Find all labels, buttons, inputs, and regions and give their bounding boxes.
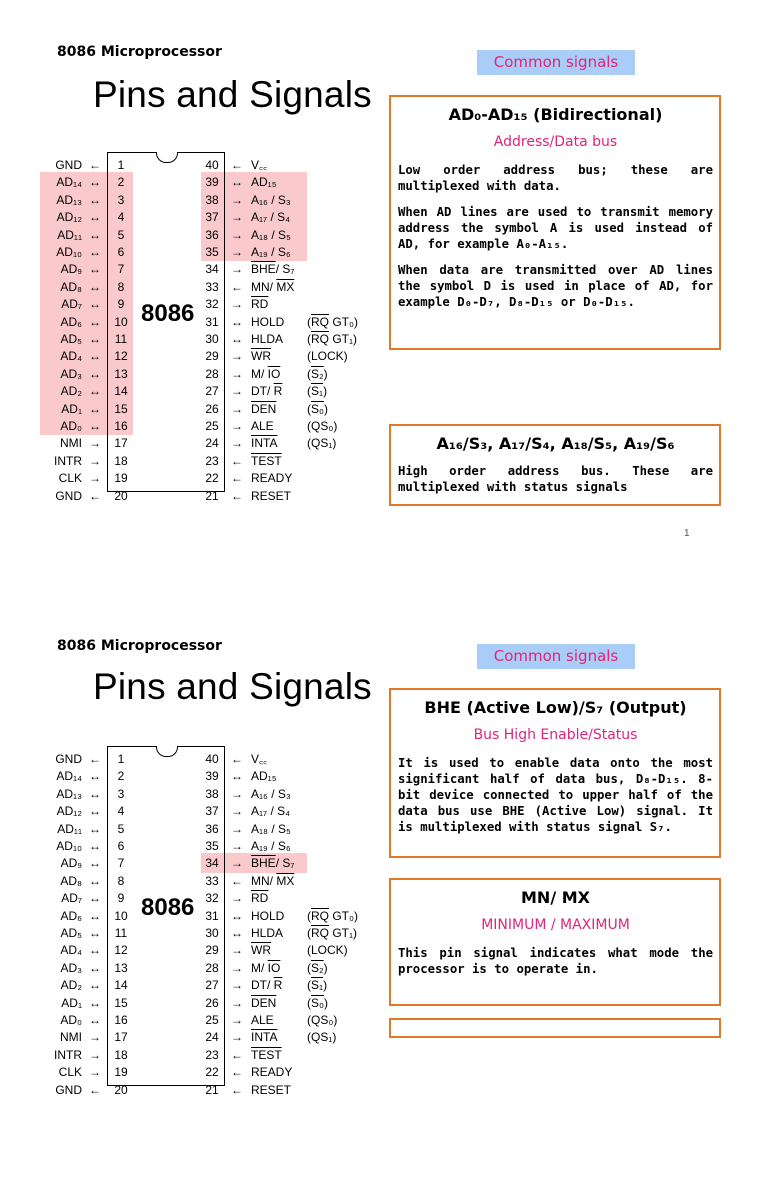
- pin-number: 31: [205, 908, 219, 923]
- pin-arrow: ↔: [89, 227, 101, 242]
- pin-number: 35: [205, 245, 219, 259]
- pin-number: 33: [205, 873, 219, 888]
- pin-label-right: A₁₉ / S₆: [251, 245, 291, 259]
- pin-number: 9: [117, 297, 125, 312]
- pin-number: 3: [117, 786, 125, 801]
- pin-label-right: M/ $\overline{IO}$: [251, 960, 281, 975]
- pin-arrow: ↔: [89, 856, 101, 871]
- pin-arrow: ←: [89, 488, 101, 503]
- box-title: BHE (Active Low)/S₇ (Output): [424, 698, 687, 717]
- pin-arrow: ↔: [89, 821, 101, 836]
- pin-number: 15: [114, 995, 128, 1010]
- pin-label-left: AD₄: [60, 943, 82, 958]
- pin-label-left: AD₃: [60, 960, 82, 975]
- pin-label-left: AD₇: [61, 297, 82, 312]
- pin-number: 37: [205, 210, 219, 225]
- pin-arrow: →: [231, 419, 243, 433]
- pin-arrow: →: [231, 856, 243, 871]
- pin-arrow: →: [231, 262, 243, 277]
- pin-number: 27: [205, 384, 219, 399]
- pin-label-right: $\overline{WR}$: [251, 349, 271, 364]
- pin-arrow: →: [231, 995, 243, 1010]
- pin-number: 11: [114, 926, 128, 940]
- pin-label-left: GND: [55, 488, 82, 503]
- box-subtitle: Address/Data bus: [493, 134, 618, 150]
- box-subtitle: MINIMUM / MAXIMUM: [481, 917, 630, 933]
- pin-label-left: GND: [55, 158, 82, 172]
- pin-arrow: →: [231, 210, 243, 225]
- pin-number: 22: [205, 1065, 219, 1080]
- pin-number: 31: [205, 314, 219, 329]
- pin-arrow: →: [231, 436, 243, 451]
- pin-label-left: INTR: [54, 1047, 82, 1062]
- box-paragraph: Low order address bus; these are multiplexed with data.: [398, 163, 713, 193]
- pin-number: 1: [117, 752, 125, 766]
- pin-number: 12: [114, 349, 128, 364]
- pin-arrow: ↔: [231, 908, 243, 923]
- pin-arrow: ←: [89, 1082, 101, 1097]
- pin-label-right: A₁₇ / S₄: [251, 804, 291, 819]
- slide-subtitle: 8086 Microprocessor: [57, 44, 222, 60]
- next-info-box: [389, 1018, 721, 1038]
- chip-name: 8086: [141, 894, 195, 921]
- pin-label-left: AD₁₁: [57, 821, 82, 836]
- pin-number: 9: [117, 891, 125, 906]
- pin-number: 28: [205, 366, 219, 381]
- pin-label-right: DT/ $\overline{R}$: [251, 384, 283, 399]
- pin-number: 6: [117, 245, 125, 259]
- pin-label-right: RESET: [251, 1082, 292, 1097]
- pin-label-left: AD₅: [60, 332, 82, 346]
- pin-label-right: HLDA: [251, 332, 284, 346]
- pin-arrow: ↔: [89, 349, 101, 364]
- pin-number: 25: [205, 1013, 219, 1027]
- pin-arrow: ↔: [89, 192, 101, 207]
- pin-label-right: HLDA: [251, 926, 284, 940]
- pin-arrow: →: [231, 821, 243, 836]
- box-paragraph: This pin signal indicates what mode the processor is to operate in.: [398, 946, 713, 976]
- pin-arrow: →: [231, 297, 243, 312]
- pin-arrow: ←: [89, 158, 101, 172]
- pin-label-left: AD₉: [60, 262, 82, 277]
- pin-label-left: AD₈: [60, 873, 82, 888]
- pin-label-left: NMI: [60, 1030, 82, 1045]
- pin-label-left: AD₁₃: [56, 786, 82, 801]
- pin-number: 24: [205, 1030, 219, 1045]
- pin-number: 18: [114, 1047, 128, 1062]
- pin-number: 34: [205, 856, 219, 871]
- pin-label-right: $\overline{DEN}$: [251, 995, 277, 1010]
- pin-label-left: AD₀: [60, 419, 82, 433]
- pin-label-left: AD₂: [60, 978, 82, 993]
- pin-number: 24: [205, 436, 219, 451]
- pin-number: 13: [114, 366, 128, 381]
- pin-number: 30: [205, 332, 219, 346]
- pin-number: 2: [117, 175, 125, 190]
- pin-arrow: →: [231, 366, 243, 381]
- pin-number: 11: [114, 332, 128, 346]
- pin-number: 36: [205, 821, 219, 836]
- pin-number: 39: [205, 175, 219, 190]
- pin-label-right: AD₁₅: [251, 175, 277, 190]
- pin-label-left: CLK: [58, 471, 82, 486]
- pin-label-left: AD₁₃: [56, 192, 82, 207]
- pin-arrow: ←: [231, 1065, 243, 1080]
- pin-arrow: ↔: [231, 314, 243, 329]
- pin-number: 23: [205, 453, 219, 468]
- pin-arrow: →: [231, 891, 243, 906]
- pin-number: 3: [117, 192, 125, 207]
- pin-label-left: AD₀: [60, 1013, 82, 1027]
- pin-label-right: HOLD: [251, 908, 285, 923]
- pin-number: 17: [114, 1030, 128, 1045]
- pin-number: 7: [117, 856, 125, 871]
- common-signals-badge: Common signals: [477, 644, 635, 669]
- pin-label-left: AD₂: [60, 384, 82, 399]
- pin-arrow: ↔: [89, 332, 101, 346]
- pin-number: 32: [205, 891, 219, 906]
- pin-label-left: AD₁: [61, 995, 82, 1010]
- pin-alt-function: (S₂): [307, 960, 328, 975]
- pin-alt-function: (S₀): [307, 401, 328, 416]
- pin-label-right: $\overline{BHE}/$ S₇: [251, 262, 295, 277]
- pin-alt-function: (LOCK): [307, 943, 348, 958]
- pin-arrow: ↔: [89, 419, 101, 433]
- pin-label-right: AD₁₅: [251, 769, 277, 784]
- pin-label-left: AD₇: [61, 891, 82, 906]
- pin-alt-function: (S₁): [307, 384, 328, 399]
- pin-label-left: AD₁₄: [56, 175, 82, 190]
- pin-alt-function: (QS₁): [307, 436, 337, 451]
- pin-number: 32: [205, 297, 219, 312]
- pin-number: 26: [205, 401, 219, 416]
- pin-label-right: TEST: [251, 453, 282, 468]
- pin-arrow: ←: [231, 471, 243, 486]
- pin-label-left: AD₆: [60, 314, 82, 329]
- pin-alt-function: (S₁): [307, 978, 328, 993]
- pin-label-right: MN/ $\overline{MX}$: [251, 279, 295, 294]
- ad-bus-info-box: [389, 95, 721, 350]
- chip-name: 8086: [141, 300, 195, 327]
- pin-arrow: →: [231, 978, 243, 993]
- pin-arrow: →: [89, 453, 101, 468]
- pin-label-right: RESET: [251, 488, 292, 503]
- pin-arrow: ↔: [89, 297, 101, 312]
- pin-number: 25: [205, 419, 219, 433]
- pin-alt-function: ($\overline{RQ}$ GT₁): [307, 926, 358, 940]
- pin-number: 5: [117, 821, 125, 836]
- pin-number: 40: [205, 752, 219, 766]
- pin-arrow: ↔: [89, 314, 101, 329]
- mn-mx-info-box: [389, 878, 721, 1006]
- pin-number: 40: [205, 158, 219, 172]
- pin-arrow: →: [231, 804, 243, 819]
- pin-arrow: →: [231, 1013, 243, 1027]
- pin-label-right: TEST: [251, 1047, 282, 1062]
- pin-arrow: ↔: [89, 1013, 101, 1027]
- pin-number: 8: [117, 279, 125, 294]
- pin-arrow: ↔: [89, 210, 101, 225]
- pin-label-right: A₁₈ / S₅: [251, 227, 291, 242]
- pin-label-right: M/ $\overline{IO}$: [251, 366, 281, 381]
- pin-arrow: ←: [231, 279, 243, 294]
- pin-label-right: READY: [251, 471, 293, 486]
- pin-number: 20: [114, 488, 128, 503]
- pin-number: 29: [205, 943, 219, 958]
- pin-arrow: ↔: [89, 839, 101, 853]
- pin-label-right: MN/ $\overline{MX}$: [251, 873, 295, 888]
- pin-label-right: V꜀꜀: [251, 158, 268, 172]
- pin-label-right: $\overline{DEN}$: [251, 401, 277, 416]
- pin-number: 29: [205, 349, 219, 364]
- pin-arrow: ↔: [89, 279, 101, 294]
- pin-arrow: ↔: [231, 175, 243, 190]
- pin-label-left: AD₁₄: [56, 769, 82, 784]
- pin-number: 28: [205, 960, 219, 975]
- pin-label-right: A₁₇ / S₄: [251, 210, 291, 225]
- pin-number: 19: [114, 1065, 128, 1080]
- pin-number: 18: [114, 453, 128, 468]
- page-number: 1: [684, 528, 690, 539]
- pin-arrow: →: [231, 401, 243, 416]
- pin-arrow: ←: [231, 873, 243, 888]
- pin-label-right: $\overline{WR}$: [251, 943, 271, 958]
- pin-arrow: →: [89, 436, 101, 451]
- pin-arrow: ↔: [89, 926, 101, 940]
- slide-subtitle: 8086 Microprocessor: [57, 638, 222, 654]
- box-title: A₁₆/S₃, A₁₇/S₄, A₁₈/S₅, A₁₉/S₆: [436, 434, 675, 453]
- pin-label-left: INTR: [54, 453, 82, 468]
- pin-alt-function: (QS₁): [307, 1030, 337, 1045]
- pin-number: 30: [205, 926, 219, 940]
- pin-label-left: GND: [55, 1082, 82, 1097]
- pin-arrow: →: [89, 471, 101, 486]
- pin-alt-function: (QS₀): [307, 1013, 338, 1027]
- pin-label-left: CLK: [58, 1065, 82, 1080]
- pin-label-right: V꜀꜀: [251, 752, 268, 766]
- box-title: AD₀-AD₁₅ (Bidirectional): [448, 105, 663, 124]
- pin-arrow: ↔: [231, 926, 243, 940]
- pin-number: 38: [205, 192, 219, 207]
- pin-label-right: DT/ $\overline{R}$: [251, 978, 283, 993]
- pin-arrow: ↔: [89, 873, 101, 888]
- pin-number: 33: [205, 279, 219, 294]
- pin-label-left: NMI: [60, 436, 82, 451]
- pin-number: 39: [205, 769, 219, 784]
- pin-label-right: ALE: [251, 1013, 274, 1027]
- pin-arrow: ←: [231, 488, 243, 503]
- pin-label-right: A₁₈ / S₅: [251, 821, 291, 836]
- pin-number: 38: [205, 786, 219, 801]
- pin-number: 4: [117, 804, 125, 819]
- pin-arrow: →: [89, 1030, 101, 1045]
- pin-label-right: $\overline{RD}$: [251, 297, 269, 312]
- pin-number: 16: [114, 1013, 128, 1027]
- pin-arrow: →: [231, 1030, 243, 1045]
- pin-label-right: $\overline{RD}$: [251, 891, 269, 906]
- pin-alt-function: ($\overline{RQ}$ GT₀): [307, 314, 358, 329]
- pin-arrow: ←: [231, 158, 243, 172]
- pin-label-right: READY: [251, 1065, 293, 1080]
- pin-label-right: A₁₉ / S₆: [251, 839, 291, 853]
- pin-arrow: ↔: [89, 995, 101, 1010]
- pin-number: 34: [205, 262, 219, 277]
- pin-number: 17: [114, 436, 128, 451]
- page-title: Pins and Signals: [93, 74, 372, 115]
- pin-number: 16: [114, 419, 128, 433]
- pin-label-left: AD₁: [61, 401, 82, 416]
- pin-number: 26: [205, 995, 219, 1010]
- pin-number: 2: [117, 769, 125, 784]
- pin-arrow: →: [231, 192, 243, 207]
- pin-label-left: AD₅: [60, 926, 82, 940]
- pin-number: 10: [114, 908, 128, 923]
- pin-arrow: ↔: [231, 769, 243, 784]
- pin-arrow: →: [231, 227, 243, 242]
- pin-arrow: ↔: [89, 978, 101, 993]
- slide-2: [0, 594, 768, 1188]
- pin-arrow: ↔: [89, 804, 101, 819]
- box-paragraph: It is used to enable data onto the most significant half of data bus, D₈-D₁₅. 8-bit device connected to upper half of the data bus use BHE (Active Low) signal. It is multiplexed with status signal S₇.: [398, 756, 713, 834]
- pin-number: 14: [114, 384, 128, 399]
- pin-arrow: ↔: [89, 366, 101, 381]
- pin-label-left: AD₁₂: [56, 210, 82, 225]
- pin-number: 15: [114, 401, 128, 416]
- pin-arrow: →: [89, 1047, 101, 1062]
- pin-label-left: AD₁₂: [56, 804, 82, 819]
- pin-alt-function: (S₂): [307, 366, 328, 381]
- common-signals-badge: Common signals: [477, 50, 635, 75]
- pin-number: 1: [117, 158, 125, 172]
- pin-number: 6: [117, 839, 125, 853]
- high-address-info-box: [389, 424, 721, 506]
- pin-alt-function: (S₀): [307, 995, 328, 1010]
- pin-label-left: AD₁₀: [56, 839, 82, 853]
- pin-arrow: ↔: [89, 943, 101, 958]
- pin-alt-function: (LOCK): [307, 349, 348, 364]
- pin-arrow: →: [231, 384, 243, 399]
- pin-arrow: →: [231, 786, 243, 801]
- pin-arrow: ←: [231, 752, 243, 766]
- pin-arrow: →: [231, 943, 243, 958]
- pin-label-left: AD₁₁: [57, 227, 82, 242]
- page-title: Pins and Signals: [93, 666, 372, 707]
- pin-label-right: A₁₆ / S₃: [251, 192, 291, 207]
- pin-alt-function: ($\overline{RQ}$ GT₁): [307, 332, 358, 346]
- pin-arrow: ↔: [89, 401, 101, 416]
- pin-label-left: GND: [55, 752, 82, 766]
- pin-number: 21: [205, 488, 219, 503]
- pin-number: 13: [114, 960, 128, 975]
- pin-arrow: ↔: [89, 891, 101, 906]
- pin-label-right: INTA: [251, 436, 278, 451]
- box-paragraph: High order address bus. These are multiplexed with status signals: [398, 464, 713, 494]
- pin-label-right: $\overline{BHE}/$ S₇: [251, 856, 295, 871]
- pin-label-left: AD₄: [60, 349, 82, 364]
- pin-number: 5: [117, 227, 125, 242]
- pin-arrow: ↔: [89, 786, 101, 801]
- pin-label-left: AD₃: [60, 366, 82, 381]
- pin-arrow: ←: [231, 1082, 243, 1097]
- pin-arrow: ↔: [231, 332, 243, 346]
- pin-number: 14: [114, 978, 128, 993]
- pin-arrow: ←: [89, 752, 101, 766]
- pin-label-left: AD₈: [60, 279, 82, 294]
- box-paragraph: When data are transmitted over AD lines the symbol D is used in place of AD, for example D₀-D₇, D₈-D₁₅ or D₀-D₁₅.: [398, 263, 713, 309]
- pin-label-left: AD₆: [60, 908, 82, 923]
- pin-number: 20: [114, 1082, 128, 1097]
- pin-number: 35: [205, 839, 219, 853]
- pin-label-right: INTA: [251, 1030, 278, 1045]
- pin-arrow: ↔: [89, 175, 101, 190]
- pin-label-right: ALE: [251, 419, 274, 433]
- pin-arrow: →: [231, 349, 243, 364]
- pin-number: 36: [205, 227, 219, 242]
- pin-number: 7: [117, 262, 125, 277]
- pin-number: 8: [117, 873, 125, 888]
- pin-number: 22: [205, 471, 219, 486]
- box-title: MN/ MX: [521, 888, 590, 907]
- pin-arrow: ↔: [89, 262, 101, 277]
- pin-arrow: ↔: [89, 769, 101, 784]
- pin-arrow: ←: [231, 1047, 243, 1062]
- pin-arrow: →: [231, 839, 243, 853]
- pin-number: 27: [205, 978, 219, 993]
- pin-label-left: AD₁₀: [56, 245, 82, 259]
- pin-number: 4: [117, 210, 125, 225]
- box-subtitle: Bus High Enable/Status: [473, 727, 638, 743]
- pin-arrow: →: [89, 1065, 101, 1080]
- pin-number: 37: [205, 804, 219, 819]
- bhe-info-box: [389, 688, 721, 858]
- pin-number: 12: [114, 943, 128, 958]
- box-paragraph: When AD lines are used to transmit memory address the symbol A is used instead of AD, for example A₀-A₁₅.: [398, 205, 713, 251]
- pin-label-right: HOLD: [251, 314, 285, 329]
- pin-arrow: ↔: [89, 960, 101, 975]
- pin-alt-function: ($\overline{RQ}$ GT₀): [307, 908, 358, 923]
- pin-label-left: AD₉: [60, 856, 82, 871]
- pin-arrow: ↔: [89, 384, 101, 399]
- pin-alt-function: (QS₀): [307, 419, 338, 433]
- pin-arrow: ←: [231, 453, 243, 468]
- pin-number: 23: [205, 1047, 219, 1062]
- pin-arrow: ↔: [89, 908, 101, 923]
- pin-arrow: ↔: [89, 245, 101, 259]
- pin-label-right: A₁₆ / S₃: [251, 786, 291, 801]
- pin-arrow: →: [231, 960, 243, 975]
- pin-arrow: →: [231, 245, 243, 259]
- pin-number: 10: [114, 314, 128, 329]
- pin-number: 19: [114, 471, 128, 486]
- pin-number: 21: [205, 1082, 219, 1097]
